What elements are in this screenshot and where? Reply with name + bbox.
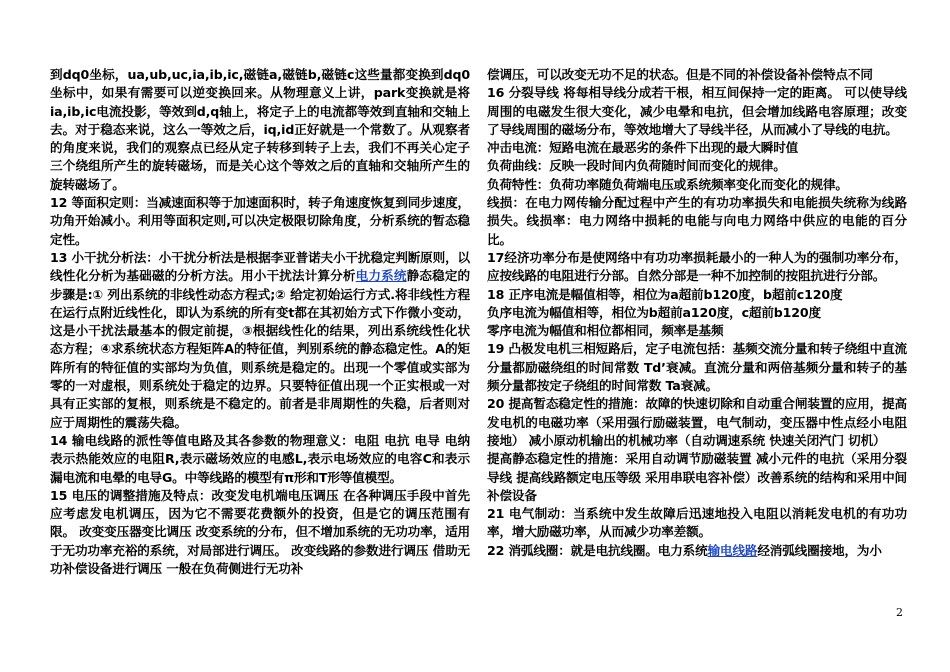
paragraph-negative-sequence: 负序电流为幅值相等，相位为b超前a120度，c超前b120度 xyxy=(487,304,821,320)
paragraph-salient-pole-short-circuit: 19 凸极发电机三相短路后，定子电流包括：基频交流分量和转子绕组中直流分量都励磁绕组的时间常数 Td’衰减。直流分量和两倍基频分量和转子的基频分量都按定子绕组的时间常数 Ta衰减。 xyxy=(487,341,907,394)
page-number: 2 xyxy=(896,606,903,619)
paragraph-arc-suppression-coil xyxy=(487,542,907,560)
text-segment: 静态稳定的步骤是:① 列出系统的非线性动态方程式;② 给定初始运行方式.将非线性方程在运行点附近线性化，即认为系统的所有变t都在其初始方式下作微小变动，这是小干扰法最基本的假定前提，③根据线性化的结果，列出系统线性化状态方程；④求系统状态方程矩阵A的特征值，判别系统的静态稳定性。A的矩阵所有的特征值的实部均为负值，则系统是稳定的。出现一个零值或实部为零的一对虚根，则系统处于稳定的边界。只要特征值出现一个正实根或一对具有正实部的复根，则系统是不稳定的。前者是非周期性的失稳，后者则对应于周期性的震荡失稳。 xyxy=(50,268,470,430)
paragraph-transmission-line-model: 14 输电线路的派性等值电路及其各参数的物理意义：电阻 电抗 电导 电纳 表示热能效应的电阻R,表示磁场效应的电感L,表示电场效应的电容C和表示漏电流和电晕的电导G。中等线路的模型有π形和T形等值模型。 xyxy=(50,432,470,485)
left-column xyxy=(50,66,470,578)
paragraph-voltage-regulation: 15 电压的调整措施及特点：改变发电机端电压调压 在各种调压手段中首先应考虑发电机调压，因为它不需要花费额外的投资，但是它的调压范围有限。 改变变压器变比调压 改变系统的分布，但不增加系统的无功功率，适用于无功功率充裕的系统，对局部进行调压。 改变线路的参数进行调压 借助无功补偿设备进行调压 一般在负荷侧进行无功补 xyxy=(50,487,470,577)
right-column xyxy=(487,66,907,560)
paragraph-small-disturbance xyxy=(50,249,470,432)
text-segment: 13 小干扰分析法：小干扰分析法是根据李亚普诺夫小干扰稳定判断原则，以线性化分析为基础磁的分析方法。用小干扰法计算分析 xyxy=(50,249,470,284)
paragraph-load-curve: 负荷曲线：反映一段时间内负荷随时间而变化的规律。 xyxy=(487,158,786,174)
paragraph-economic-power-distribution: 17经济功率分布是使网络中有功功率损耗最小的一种人为的强制功率分布，应按线路的电阻进行分部。自然分部是一种不加控制的按阻抗进行分部。 xyxy=(487,249,907,284)
paragraph-compensation: 偿调压，可以改变无功不足的状态。但是不同的补偿设备补偿特点不同 xyxy=(487,67,873,82)
paragraph-load-characteristic: 负荷特性：负荷功率随负荷端电压或系统频率变化而变化的规律。 xyxy=(487,176,848,192)
paragraph-line-loss: 线损：在电力网传输分配过程中产生的有功功率损失和电能损失统称为线路损失。线损率：电力网络中损耗的电能与向电力网络中供应的电能的百分比。 xyxy=(487,195,907,247)
paragraph-static-stability: 提高静态稳定性的措施：采用自动调节励磁装置 减小元件的电抗（采用分裂导线 提高线路额定电压等级 采用串联电容补偿）改善系统的结构和采用中间补偿设备 xyxy=(487,451,907,503)
paragraph-equal-area-rule: 12 等面积定则：当减速面积等于加速面积时，转子角速度恢复到同步速度，功角开始减小。利用等面积定则,可以决定极限切除角度，分析系统的暂态稳定性。 xyxy=(50,195,470,247)
paragraph-positive-sequence: 18 正序电流是幅值相等，相位为a超前b120度，b超前c120度 xyxy=(487,286,843,302)
paragraph-impulse-current: 冲击电流：短路电流在最恶劣的条件下出现的最大瞬时值 xyxy=(487,140,799,156)
paragraph-zero-sequence: 零序电流为幅值和相位都相同，频率是基频 xyxy=(487,323,724,339)
link-transmission-line[interactable]: 输电线路 xyxy=(707,542,758,558)
paragraph-park-transform: 到dq0坐标，ua,ub,uc,ia,ib,ic,磁链a,磁链b,磁链c这些量都变换到dq0坐标中，如果有需要可以逆变换回来。从物理意义上讲，park变换就是将ia,ib,ic电流投影，等效到d,q轴上，将定子上的电流都等效到直轴和交轴上去。对于稳态来说，这么一等效之后，iq,id正好就是一个常数了。从观察者的角度来说，我们的观察点已经从定子转移到转子上去，我们不再关心定子三个绕组所产生的旋转磁场，而是关心这个等效之后的直轴和交轴所产生的旋转磁场了。 xyxy=(50,67,470,192)
text-segment: 经消弧线圈接地，为小 xyxy=(757,542,882,558)
paragraph-electric-braking: 21 电气制动：当系统中发生故障后迅速地投入电阻以消耗发电机的有功功率，增大励磁功率，从而减少功率差额。 xyxy=(487,506,907,540)
link-power-system[interactable]: 电力系统 xyxy=(355,268,407,284)
text-segment: 22 消弧线圈：就是电抗线圈。电力系统 xyxy=(487,542,708,558)
paragraph-bundled-conductor: 16 分裂导线 将每相导线分成若干根，相互间保持一定的距离。 可以使导线周围的电磁发生很大变化，减少电晕和电抗，但会增加线路电容原理；改变了导线周围的磁场分布，等效地增大了导线半径，从而减小了导线的电抗。 xyxy=(487,85,907,137)
paragraph-transient-stability: 20 提高暂态稳定性的措施：故障的快速切除和自动重合闸装置的应用，提高发电机的电磁功率（采用强行励磁装置，电气制动，变压器中性点经小电阻接地） 减小原动机输出的机械功率（自动调速系统 快速关闭汽门 切机） xyxy=(487,396,907,448)
